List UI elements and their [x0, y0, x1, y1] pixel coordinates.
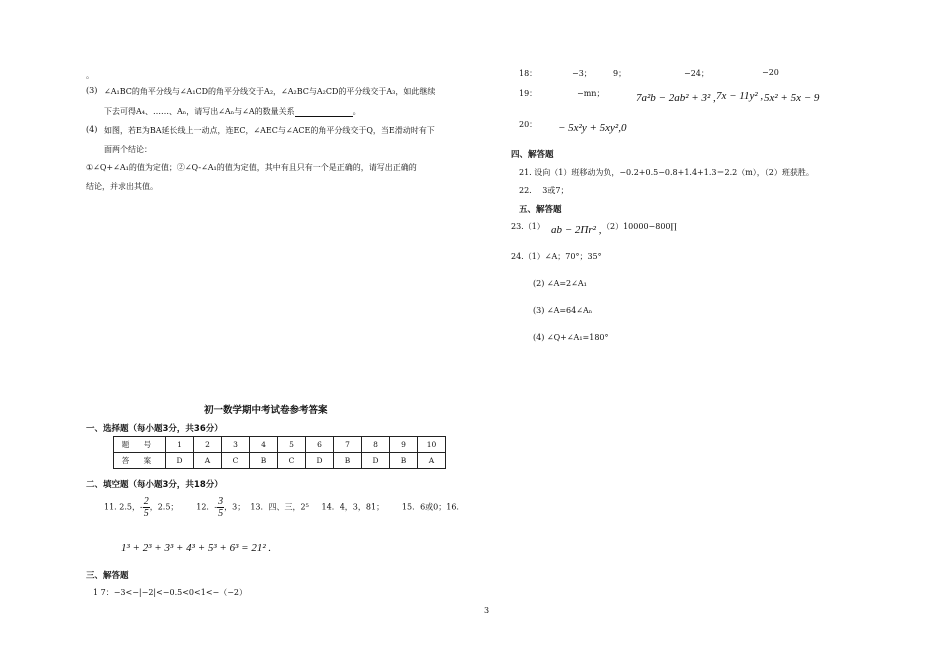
q19-answer-b: 7a²b − 2ab² + 3² ,: [636, 92, 716, 104]
q17-answer: 1 7：−3<−|−2|<−0.5<0<1<−（−2）: [93, 588, 248, 597]
table-row-numbers: [114, 437, 446, 453]
q16-formula: 1³ + 2³ + 3³ + 4³ + 5³ + 6³ = 21² .: [121, 542, 272, 554]
table-cell: 1: [166, 437, 194, 453]
q4-line-4: 结论，并求出其值。: [86, 182, 158, 191]
q4-line-1: 如图，若E为BA延长线上一动点，连EC，∠AEC与∠ACE的角平分线交于Q，当E滑动时有下: [104, 126, 435, 135]
q4-line-3: ①∠Q+∠A₁的值为定值；②∠Q-∠A₁的值为定值，其中有且只有一个是正确的，请写出正确的: [86, 163, 417, 172]
q12-answer-end: ，3；: [224, 502, 246, 512]
table-row-answers: [114, 453, 446, 469]
table-cell: D: [166, 453, 194, 469]
leading-dot: 。: [86, 71, 94, 80]
q3-line-2: [104, 106, 361, 117]
table-cell: 8: [362, 437, 390, 453]
fraction-denominator: 5: [143, 508, 149, 519]
row-label-answers: 答 案: [114, 453, 166, 469]
table-cell: 7: [334, 437, 362, 453]
answer-key-title: 初一数学期中考试卷参考答案: [204, 405, 328, 416]
q3-number: (3): [86, 86, 98, 95]
q13-answer: 13．四、三，2⁵: [250, 502, 309, 512]
table-cell: B: [390, 453, 418, 469]
table-cell: 9: [390, 437, 418, 453]
q23-answer-rest: （2）10000−800∏: [602, 222, 677, 231]
q19-answer-a: −mn；: [577, 89, 605, 98]
q18-answer-d: −20: [762, 68, 779, 77]
table-cell: A: [418, 453, 446, 469]
q21-answer: 21. 设向（1）班移动为负，−0.2+0.5−0.8+1.4+1.3＝2.2（m），（2）班获胜。: [519, 168, 814, 177]
q11-fraction: [143, 496, 150, 519]
q11-answer: 11. 2.5，-: [104, 502, 143, 512]
fraction-numerator: 3: [218, 496, 224, 507]
q19-answer-d: 5x² + 5x − 9: [764, 92, 820, 104]
table-cell: C: [278, 453, 306, 469]
table-cell: C: [222, 453, 250, 469]
choice-answer-table: [113, 436, 446, 469]
q15-16-answer: 15．6或0；16.: [401, 502, 459, 512]
row-label-numbers: 题 号: [114, 437, 166, 453]
table-cell: 6: [306, 437, 334, 453]
q24-answer-2: (2) ∠A=2∠A₁: [533, 279, 587, 288]
page-number: 3: [484, 606, 490, 615]
table-cell: B: [334, 453, 362, 469]
q3-line-2-end: 。: [352, 107, 361, 116]
table-cell: B: [250, 453, 278, 469]
table-cell: 5: [278, 437, 306, 453]
q19-label: 19：: [519, 89, 538, 98]
q20-answer: − 5x²y + 5xy²,0: [558, 122, 627, 134]
table-cell: D: [306, 453, 334, 469]
table-cell: A: [194, 453, 222, 469]
q3-line-2-text: 下去可得A₄、……、Aₙ，请写出∠Aₙ与∠A的数量关系: [104, 107, 295, 116]
table-cell: 4: [250, 437, 278, 453]
q18-answer-a: −3；: [572, 69, 592, 78]
fill-answers-line: [104, 496, 459, 519]
section-1-heading: 一、选择题（每小题3分，共36分）: [86, 424, 223, 434]
q24-answer-4: (4) ∠Q+∠A₁=180°: [533, 333, 609, 342]
fraction-denominator: 5: [218, 508, 224, 519]
q24-answer-1: 24.（1）∠A；70°；35°: [511, 252, 602, 261]
section-3-heading: 三、解答题: [86, 571, 129, 581]
table-cell: 3: [222, 437, 250, 453]
q20-label: 20：: [519, 120, 538, 129]
q4-number: (4): [86, 125, 98, 134]
section-4-heading: 四、解答题: [511, 150, 554, 160]
answer-blank: [295, 108, 353, 117]
fraction-numerator: 2: [143, 496, 149, 507]
q11-answer-end: ，2.5；: [149, 502, 179, 512]
section-5-heading: 五、解答题: [519, 205, 562, 215]
section-2-heading: 二、填空题（每小题3分，共18分）: [86, 480, 223, 490]
q18-answer-b: 9；: [613, 69, 627, 78]
q14-answer: 14．4，3，81；: [321, 502, 385, 512]
q23-formula: ab − 2Πr² ,: [551, 224, 602, 236]
q3-line-1: ∠A₁BC的角平分线与∠A₁CD的角平分线交于A₂，∠A₂BC与A₂CD的平分线交于A₃，如此继续: [104, 87, 436, 96]
q18-label: 18：: [519, 69, 538, 78]
table-cell: 10: [418, 437, 446, 453]
q18-answer-c: −24；: [684, 69, 709, 78]
table-cell: D: [362, 453, 390, 469]
table-cell: 2: [194, 437, 222, 453]
q4-line-2: 面两个结论：: [104, 145, 152, 154]
q12-answer: 12．-: [196, 502, 218, 512]
q24-answer-3: (3) ∠A=64∠Aₙ: [533, 306, 593, 315]
q23-label: 23.（1）: [511, 222, 545, 231]
q19-answer-c: 7x − 11y² ,: [716, 90, 764, 102]
q22-answer: 22. 3或7；: [519, 186, 569, 195]
